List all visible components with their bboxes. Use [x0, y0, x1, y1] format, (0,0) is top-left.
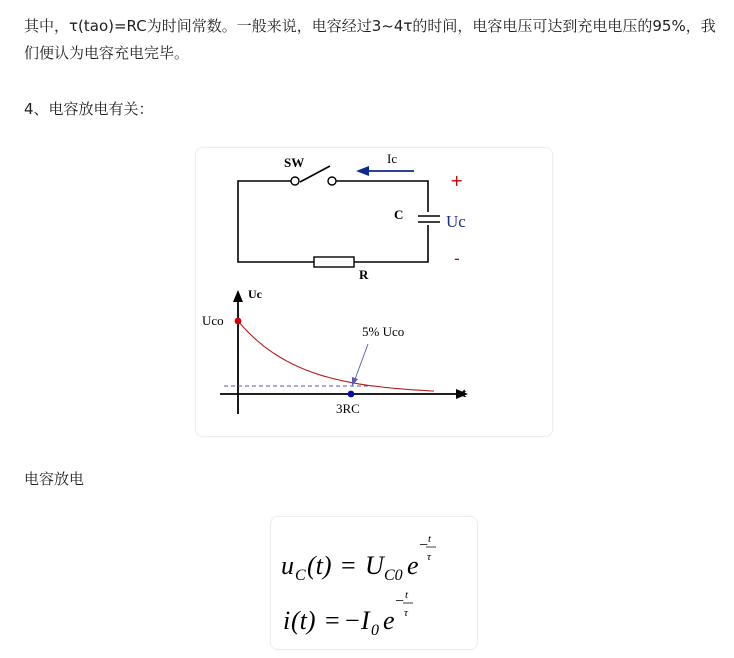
section-label-discharge: 电容放电 — [24, 470, 85, 488]
uc-constant: U — [365, 551, 384, 580]
uc-exp-base: e — [407, 551, 419, 580]
minus-sign: - — [454, 249, 460, 268]
y-start-label: Uco — [202, 313, 224, 328]
plus-sign: + — [450, 171, 464, 190]
switch-terminal-right — [328, 177, 336, 185]
i-exp-minus: − — [395, 593, 405, 610]
y-axis-arrow — [233, 290, 243, 302]
switch-terminal-left — [291, 177, 299, 185]
uc-exp-numerator: t — [428, 533, 432, 545]
annotation-label: 5% Uco — [362, 324, 405, 339]
annotation-pointer — [354, 344, 368, 382]
i-constant-subscript: 0 — [371, 622, 379, 639]
i-symbol: i — [283, 606, 291, 635]
uc-equals: = — [341, 551, 356, 580]
capacitor-label: C — [394, 207, 404, 222]
formula-uc — [281, 533, 436, 584]
discharge-figure — [195, 147, 553, 437]
uc-constant-subscript: C0 — [384, 567, 403, 584]
switch-label: SW — [284, 155, 305, 170]
decay-curve — [238, 321, 434, 391]
capacitor-voltage-label: Uc — [446, 212, 466, 231]
uc-argument: (t) — [307, 551, 332, 580]
current-label: Ic — [387, 151, 398, 166]
start-point — [235, 318, 242, 325]
resistor-symbol — [314, 257, 354, 267]
circuit-wires — [238, 166, 440, 262]
i-constant: I — [361, 606, 370, 635]
decay-chart — [202, 287, 468, 416]
uc-exp-minus: − — [419, 537, 429, 554]
y-axis-label: Uc — [248, 287, 262, 301]
paragraph-time-constant: 其中，τ(tao)=RC为时间常数。一般来说，电容经过3~4τ的时间，电容电压可达到充电电压的95%，我们便认为电容充电完毕。 — [24, 17, 716, 62]
x-axis-label: t — [462, 385, 467, 400]
uc-exp-denominator: τ — [427, 551, 431, 563]
formula-i — [283, 589, 413, 639]
i-minus: − — [345, 606, 360, 635]
resistor-label: R — [359, 267, 369, 282]
i-exp-base: e — [383, 606, 395, 635]
uc-symbol: u — [281, 551, 294, 580]
tick-point-3rc — [348, 391, 355, 398]
i-exp-denominator: τ — [404, 607, 408, 619]
x-tick-label: 3RC — [336, 401, 360, 416]
annotation-pointer-head — [352, 377, 358, 386]
formula-card — [270, 516, 478, 650]
i-exp-numerator: t — [405, 589, 409, 601]
i-argument: (t) — [291, 606, 316, 635]
uc-subscript: C — [295, 567, 306, 584]
formula-svg — [271, 517, 477, 649]
discharge-figure-svg — [196, 148, 552, 436]
section-heading-discharge: 4、电容放电有关： — [24, 100, 154, 118]
current-arrow-head — [356, 166, 369, 176]
i-equals: = — [325, 606, 340, 635]
